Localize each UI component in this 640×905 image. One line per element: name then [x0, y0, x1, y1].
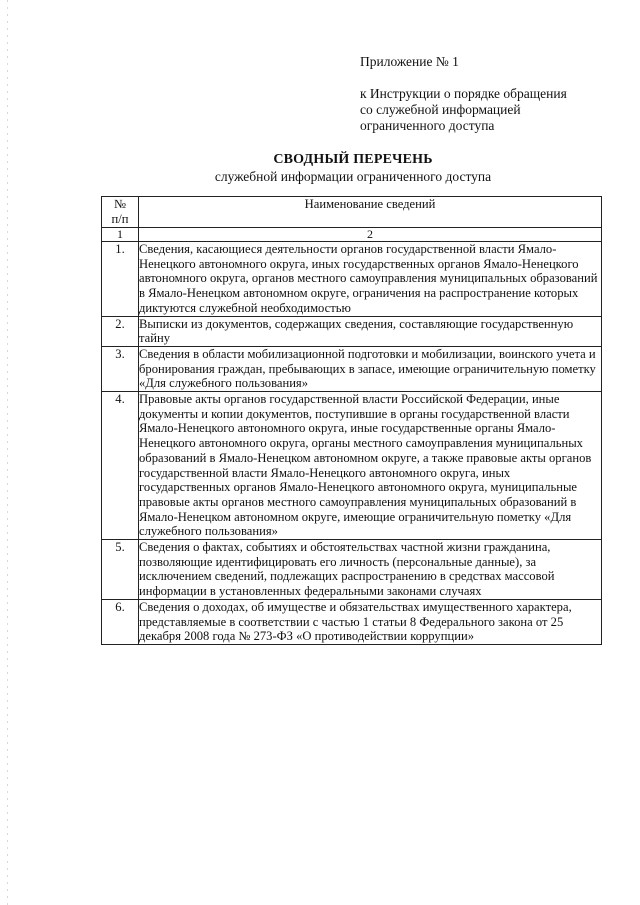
table-row: [102, 242, 602, 317]
table-row: [102, 346, 602, 391]
table-index-row: [102, 228, 602, 242]
header-number-symbol: №: [113, 197, 127, 211]
row-number: 2.: [102, 316, 139, 346]
appendix-block: [360, 54, 630, 134]
row-text: Сведения о фактах, событиях и обстоятельствах частной жизни гражданина, позволяющие идентифицировать его личность (персональные данные), за исключением сведений, подлежащих распространению в средствах массовой информации в установленных федеральными законами случаях: [139, 540, 602, 600]
row-number: 3.: [102, 346, 139, 391]
scan-edge-mark: [7, 0, 8, 905]
row-text: Выписки из документов, содержащих сведения, составляющие государственную тайну: [139, 316, 602, 346]
row-text: Сведения о доходах, об имуществе и обязательствах имущественного характера, представляемые в соответствии с частью 1 статьи 8 Федерального закона от 25 декабря 2008 года № 273-ФЗ «О противодействии коррупции»: [139, 599, 602, 644]
header-name-cell: Наименование сведений: [139, 197, 602, 228]
table-row: [102, 540, 602, 600]
index-cell-1: 1: [102, 228, 139, 242]
header-number-abbr: п/п: [111, 212, 129, 226]
table-row: [102, 599, 602, 644]
index-cell-2: 2: [139, 228, 602, 242]
appendix-line: со служебной информацией: [360, 102, 521, 117]
appendix-number: Приложение № 1: [360, 54, 459, 69]
row-text: Сведения в области мобилизационной подготовки и мобилизации, воинского учета и бронирования граждан, пребывающих в запасе, имеющие ограничительную пометку «Для служебного пользования»: [139, 346, 602, 391]
document-title: СВОДНЫЙ ПЕРЕЧЕНЬ: [273, 152, 433, 167]
row-number: 4.: [102, 392, 139, 540]
row-text: Сведения, касающиеся деятельности органов государственной власти Ямало-Ненецкого автономного округа, иных государственных органов Ямало-Ненецкого автономного округа, органов местного самоуправления муниципальных образований в Ямало-Ненецком автономном округе, ограничения на распространение которых диктуются служебной необходимостью: [139, 242, 602, 317]
appendix-reference: [360, 86, 630, 134]
information-list-table: [101, 196, 602, 645]
row-number: 1.: [102, 242, 139, 317]
row-text: Правовые акты органов государственной власти Российской Федерации, иные документы и копии документов, поступившие в органы государственной власти Ямало-Ненецкого автономного округа, иные государственные органы Ямало-Ненецкого автономного округа, органы местного самоуправления муниципальных образований в Ямало-Ненецком автономном округе, а также правовые акты органов государственной власти Ямало-Ненецкого автономного округа, иных государственных органов Ямало-Ненецкого автономного округа, муниципальные правовые акты органов местного самоуправления муниципальных образований в Ямало-Ненецком автономном округе, имеющие ограничительную пометку «Для служебного пользования»: [139, 392, 602, 540]
appendix-line: к Инструкции о порядке обращения: [360, 86, 567, 101]
row-number: 5.: [102, 540, 139, 600]
table-row: [102, 316, 602, 346]
document-subtitle: служебной информации ограниченного доступа: [214, 169, 492, 184]
table-row: [102, 392, 602, 540]
table-header-row: [102, 197, 602, 228]
row-number: 6.: [102, 599, 139, 644]
header-number-cell: [102, 197, 139, 228]
appendix-line: ограниченного доступа: [360, 118, 495, 133]
